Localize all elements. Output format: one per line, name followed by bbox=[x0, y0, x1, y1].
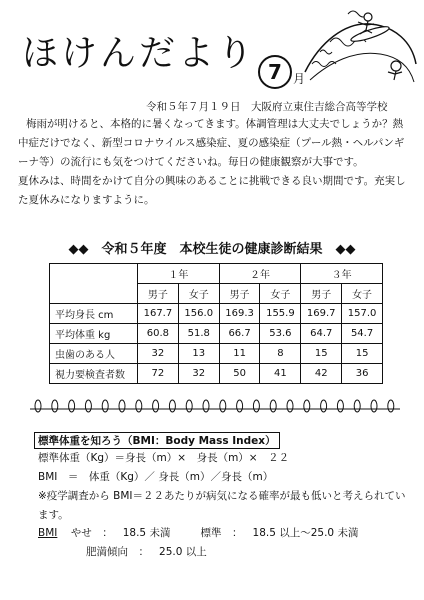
table-row bbox=[50, 324, 383, 344]
binder-ring bbox=[119, 400, 125, 412]
table-header-row bbox=[50, 264, 383, 284]
intro-text bbox=[18, 115, 410, 210]
binder-ring bbox=[85, 400, 91, 412]
table-cell: 169.3 bbox=[219, 304, 260, 324]
binder-ring bbox=[169, 400, 175, 412]
table-row bbox=[50, 344, 383, 364]
sex-header: 男子 bbox=[138, 284, 179, 304]
table-cell: 64.7 bbox=[301, 324, 342, 344]
binder-ring bbox=[287, 400, 293, 412]
bmi-section-title: 標準体重を知ろう（BMI：Body Mass Index） bbox=[34, 432, 280, 449]
table-cell: 156.0 bbox=[178, 304, 219, 324]
table-cell: 72 bbox=[138, 364, 179, 384]
row-label: 虫歯のある人 bbox=[50, 344, 138, 364]
binder-ring bbox=[371, 400, 377, 412]
row-label: 視力要検査者数 bbox=[50, 364, 138, 384]
binder-ring bbox=[237, 400, 243, 412]
bmi-label: BMI bbox=[38, 527, 58, 539]
row-label: 平均体重 kg bbox=[50, 324, 138, 344]
table-cell: 60.8 bbox=[138, 324, 179, 344]
bmi-obese-line bbox=[86, 544, 207, 559]
table-cell: 32 bbox=[178, 364, 219, 384]
table-corner-cell bbox=[50, 264, 138, 304]
table-cell: 157.0 bbox=[342, 304, 383, 324]
table-cell: 41 bbox=[260, 364, 301, 384]
binder-ring bbox=[136, 400, 142, 412]
section-heading: ◆◆ 令和５年度 本校生徒の健康診断結果 ◆◆ bbox=[68, 242, 356, 257]
grade-header: １年 bbox=[138, 264, 220, 284]
table-cell: 13 bbox=[178, 344, 219, 364]
month-number: 7 bbox=[268, 60, 282, 84]
binder-ring bbox=[220, 400, 226, 412]
bmi-ranges-line bbox=[38, 525, 358, 540]
obese-value: 25.0 以上 bbox=[159, 546, 207, 558]
table-cell: 66.7 bbox=[219, 324, 260, 344]
bmi-note: ※疫学調査から BMI＝２２あたりが病気になる確率が最も低いと考えられています。 bbox=[38, 490, 406, 521]
table-cell: 8 bbox=[260, 344, 301, 364]
binder-ring bbox=[388, 400, 394, 412]
table-cell: 42 bbox=[301, 364, 342, 384]
table-row bbox=[50, 304, 383, 324]
table-cell: 15 bbox=[342, 344, 383, 364]
newsletter-title: ほけんだより bbox=[22, 33, 257, 74]
table-cell: 169.7 bbox=[301, 304, 342, 324]
table-cell: 53.6 bbox=[260, 324, 301, 344]
binder-ring bbox=[354, 400, 360, 412]
table-cell: 11 bbox=[219, 344, 260, 364]
bmi-formula: BMI ＝ 体重（Kg）／ 身長（m）／身長（m） bbox=[38, 471, 274, 483]
thin-label: やせ ： bbox=[70, 527, 113, 539]
table-cell: 50 bbox=[219, 364, 260, 384]
table-cell: 32 bbox=[138, 344, 179, 364]
table-cell: 51.8 bbox=[178, 324, 219, 344]
sex-header: 男子 bbox=[301, 284, 342, 304]
table-cell: 36 bbox=[342, 364, 383, 384]
sex-header: 女子 bbox=[260, 284, 301, 304]
row-label: 平均身長 cm bbox=[50, 304, 138, 324]
binder-ring bbox=[186, 400, 192, 412]
grade-header: ３年 bbox=[301, 264, 383, 284]
grade-header: ２年 bbox=[219, 264, 301, 284]
binder-ring bbox=[253, 400, 259, 412]
sex-header: 女子 bbox=[178, 284, 219, 304]
binder-ring bbox=[69, 400, 75, 412]
standard-weight-formula: 標準体重（Kg）＝身長（m）× 身長（m）× ２２ bbox=[38, 452, 290, 464]
normal-label: 標準 ： bbox=[200, 527, 243, 539]
table-cell: 167.7 bbox=[138, 304, 179, 324]
table-cell: 54.7 bbox=[342, 324, 383, 344]
binder-ring bbox=[102, 400, 108, 412]
binder-ring bbox=[52, 400, 58, 412]
normal-value: 18.5 以上～25.0 未満 bbox=[252, 527, 359, 539]
binder-ring bbox=[270, 400, 276, 412]
thin-value: 18.5 未満 bbox=[122, 527, 171, 539]
obese-label: 肥満傾向 ： bbox=[86, 546, 149, 558]
health-check-table bbox=[49, 263, 383, 384]
binder-ring bbox=[321, 400, 327, 412]
intro-paragraph-2: 夏休みは、時間をかけて自分の興味のあることに挑戦できる良い期間です。充実した夏休みになりますように。 bbox=[18, 175, 406, 206]
binder-ring bbox=[35, 400, 41, 412]
binder-ring bbox=[153, 400, 159, 412]
binder-ring bbox=[337, 400, 343, 412]
table-cell: 155.9 bbox=[260, 304, 301, 324]
date-school-line: 令和５年７月１９日 大阪府立東住吉総合高等学校 bbox=[146, 101, 388, 113]
month-suffix: 月 bbox=[293, 72, 306, 86]
intro-paragraph-1: 梅雨が明けると、本格的に暑くなってきます。体調管理は大丈夫でしょうか？熱中症だけでなく、新型コロナウイルス感染症、夏の感染症（プール熱・ヘルパンギーナ等）の流行にも気をつけてくださいね。毎日の健康観察が大事です。 bbox=[18, 118, 405, 168]
sex-header: 女子 bbox=[342, 284, 383, 304]
sex-header: 男子 bbox=[219, 284, 260, 304]
table-row bbox=[50, 364, 383, 384]
binder-ring bbox=[203, 400, 209, 412]
binder-ring bbox=[304, 400, 310, 412]
table-cell: 15 bbox=[301, 344, 342, 364]
month-badge bbox=[258, 55, 292, 89]
ring-divider bbox=[30, 397, 400, 417]
summer-wave-illustration bbox=[300, 2, 420, 90]
